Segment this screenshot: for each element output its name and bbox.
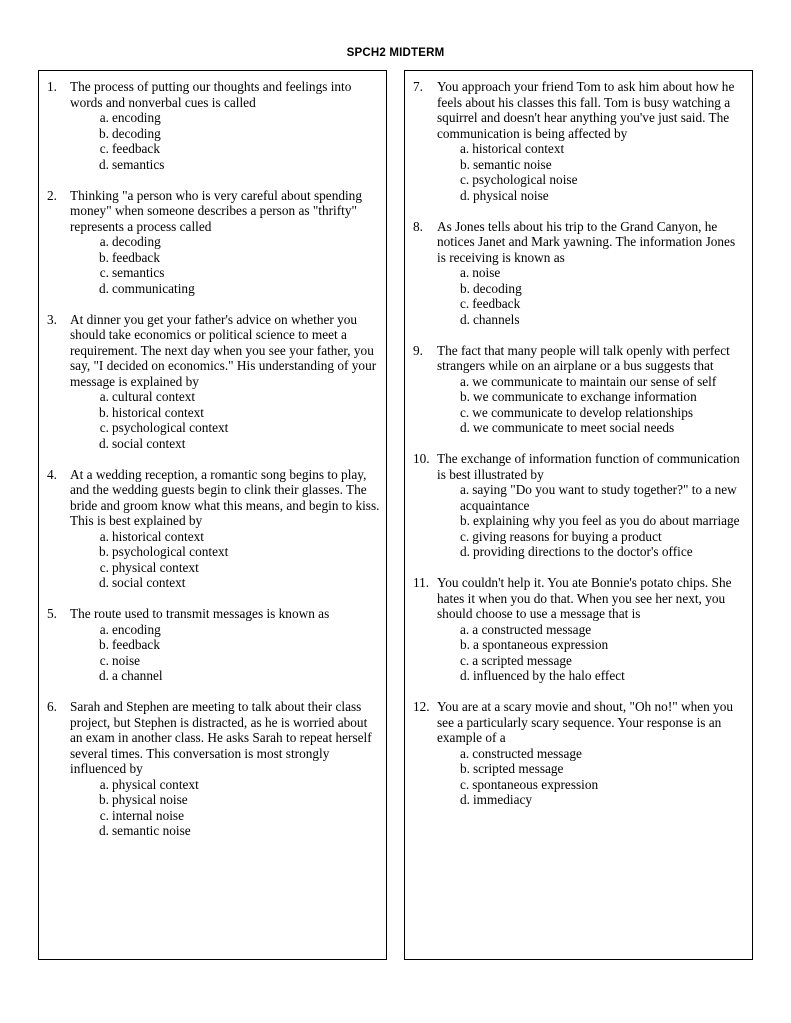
option-text: spontaneous expression <box>472 776 599 792</box>
question-number: 7. <box>413 79 423 94</box>
question-number: 1. <box>47 79 57 94</box>
answer-option <box>93 157 386 173</box>
answer-option <box>93 265 386 281</box>
answer-option <box>93 622 386 638</box>
option-text: internal noise <box>112 807 185 823</box>
question-number: 5. <box>47 606 57 621</box>
option-text: social context <box>112 435 186 451</box>
option-letter: a. <box>460 373 470 389</box>
answer-option <box>460 265 746 281</box>
option-letter: a. <box>460 745 470 761</box>
right-question-list <box>405 79 752 823</box>
answer-option <box>460 544 746 560</box>
answer-option <box>460 761 746 777</box>
question-text: As Jones tells about his trip to the Grand Canyon, he notices Janet and Mark yawning. The information Jones is receiving is known as <box>437 218 736 265</box>
question <box>405 699 752 808</box>
option-text: saying "Do you want to study together?" to a new acquaintance <box>460 482 737 513</box>
option-letter: d. <box>99 435 109 451</box>
option-letter: a. <box>99 234 109 249</box>
question-text: Thinking "a person who is very careful about spending money" when someone describes a person as "thrifty" represents a process called <box>70 187 362 234</box>
option-text: semantic noise <box>112 823 191 838</box>
option-letter: c. <box>99 652 109 668</box>
option-letter: a. <box>99 621 109 637</box>
option-letter: d. <box>99 823 109 838</box>
answer-option <box>460 668 746 684</box>
question-number: 11. <box>413 575 430 590</box>
option-letter: d. <box>99 156 109 172</box>
question-number: 2. <box>47 187 57 203</box>
option-letter: c. <box>99 559 109 575</box>
option-text: scripted message <box>472 761 564 776</box>
question <box>39 467 386 591</box>
option-text: a scripted message <box>472 652 572 668</box>
option-text: semantic noise <box>472 156 552 172</box>
option-letter: a. <box>460 482 470 497</box>
option-text: noise <box>472 265 501 280</box>
option-letter: d. <box>460 311 470 327</box>
answer-option <box>93 653 386 669</box>
question <box>39 606 386 684</box>
option-text: giving reasons for buying a product <box>472 528 662 544</box>
option-text: historical context <box>472 141 565 156</box>
option-letter: c. <box>99 420 109 435</box>
answer-option <box>93 436 386 452</box>
option-letter: a. <box>460 265 470 280</box>
option-text: feedback <box>112 637 160 652</box>
question <box>39 312 386 452</box>
question-text: You are at a scary movie and shout, "Oh no!" when you see a particularly scary sequence. Your response is an example of a <box>437 699 734 745</box>
option-text: historical context <box>112 404 204 420</box>
answer-option <box>93 420 386 436</box>
option-letter: d. <box>99 575 109 590</box>
option-text: decoding <box>112 234 161 249</box>
option-letter: d. <box>99 280 109 296</box>
option-letter: d. <box>460 792 470 807</box>
question <box>405 79 752 203</box>
answer-option <box>93 141 386 157</box>
answer-option <box>93 544 386 560</box>
option-letter: a. <box>99 528 109 544</box>
option-text: a channel <box>112 668 163 683</box>
option-text: explaining why you feel as you do about marriage <box>472 513 740 528</box>
option-letter: d. <box>460 668 470 683</box>
option-text: historical context <box>112 528 204 544</box>
question-text: The fact that many people will talk openly with perfect strangers while on an airplane or a bus suggests that <box>437 342 730 373</box>
question-text: At a wedding reception, a romantic song begins to play, and the wedding guests begin to clink their glasses. The bride and groom know what this means, and begin to kiss. This is best explained by <box>70 466 380 528</box>
option-letter: c. <box>99 141 109 156</box>
answer-option <box>460 281 746 297</box>
question-text: The route used to transmit messages is known as <box>70 606 330 621</box>
question <box>39 699 386 839</box>
option-letter: c. <box>460 652 470 668</box>
option-text: feedback <box>472 296 521 311</box>
option-letter: b. <box>99 792 109 807</box>
answer-option <box>460 777 746 793</box>
page-title: SPCH2 MIDTERM <box>346 47 445 59</box>
option-text: channels <box>472 311 520 327</box>
option-text: physical context <box>112 559 199 575</box>
option-letter: c. <box>99 807 109 823</box>
answer-option <box>93 389 386 405</box>
option-letter: d. <box>460 544 470 559</box>
option-text: encoding <box>112 110 161 125</box>
answer-option <box>93 405 386 421</box>
answer-option <box>460 141 746 157</box>
answer-option <box>460 637 746 653</box>
option-letter: a. <box>99 776 109 792</box>
option-text: feedback <box>112 249 160 265</box>
option-letter: d. <box>460 420 470 435</box>
option-text: noise <box>112 652 141 668</box>
answer-option <box>93 234 386 250</box>
question-number: 9. <box>413 342 423 358</box>
answer-option <box>460 188 746 204</box>
option-text: psychological noise <box>472 172 578 187</box>
answer-option <box>460 622 746 638</box>
option-text: immediacy <box>472 792 533 807</box>
option-letter: c. <box>460 296 470 311</box>
answer-option <box>460 389 746 405</box>
option-text: decoding <box>472 280 522 296</box>
option-letter: a. <box>99 110 109 125</box>
option-letter: b. <box>460 280 470 296</box>
answer-option <box>460 746 746 762</box>
option-text: cultural context <box>112 389 196 404</box>
option-text: we communicate to exchange information <box>472 389 697 404</box>
option-letter: b. <box>460 761 470 776</box>
question <box>405 343 752 436</box>
question-number: 8. <box>413 218 423 234</box>
option-text: encoding <box>112 621 161 637</box>
left-question-column <box>38 70 387 960</box>
option-text: psychological context <box>112 544 229 559</box>
answer-option <box>460 792 746 808</box>
option-text: semantics <box>112 156 165 172</box>
answer-option <box>460 529 746 545</box>
answer-option <box>93 281 386 297</box>
option-letter: a. <box>460 141 470 156</box>
answer-option <box>460 312 746 328</box>
option-letter: a. <box>460 621 470 637</box>
answer-option <box>93 808 386 824</box>
question-text: The exchange of information function of communication is best illustrated by <box>437 451 740 482</box>
option-letter: b. <box>460 389 470 404</box>
option-text: a spontaneous expression <box>472 637 609 652</box>
option-letter: c. <box>99 265 109 280</box>
option-text: we communicate to develop relationships <box>472 404 694 420</box>
answer-option <box>93 777 386 793</box>
answer-option <box>460 405 746 421</box>
option-letter: c. <box>460 172 470 187</box>
option-text: psychological context <box>112 420 229 435</box>
option-letter: a. <box>99 389 109 404</box>
question <box>39 79 386 172</box>
answer-option <box>460 172 746 188</box>
option-text: physical noise <box>472 187 549 203</box>
answer-option <box>93 668 386 684</box>
option-text: influenced by the halo effect <box>472 668 625 683</box>
answer-option <box>93 637 386 653</box>
answer-option <box>93 250 386 266</box>
option-text: a constructed message <box>472 621 592 637</box>
answer-option <box>460 296 746 312</box>
option-letter: c. <box>460 404 470 420</box>
answer-option <box>93 792 386 808</box>
question-number: 4. <box>47 466 57 482</box>
answer-option <box>460 653 746 669</box>
option-letter: b. <box>460 637 470 652</box>
option-letter: b. <box>460 156 470 172</box>
answer-option <box>460 513 746 529</box>
question-text: Sarah and Stephen are meeting to talk about their class project, but Stephen is distracted, as he is worried about an exam in another class. He asks Sarah to repeat herself several times. This conversation is most strongly influenced by <box>70 699 372 776</box>
option-text: feedback <box>112 141 160 156</box>
option-text: we communicate to maintain our sense of self <box>472 373 717 389</box>
option-text: semantics <box>112 265 165 280</box>
option-text: providing directions to the doctor's office <box>472 544 693 559</box>
option-letter: b. <box>99 125 109 141</box>
option-letter: c. <box>460 776 470 792</box>
question-text: You approach your friend Tom to ask him about how he feels about his classes this fall. Tom is busy watching a squirrel and doesn't hear anything you've just said. The communication is being affected by <box>437 79 735 141</box>
answer-option <box>460 157 746 173</box>
answer-option <box>93 529 386 545</box>
answer-option <box>460 374 746 390</box>
answer-option <box>93 575 386 591</box>
option-text: we communicate to meet social needs <box>472 420 675 435</box>
question-number: 3. <box>47 311 57 327</box>
option-letter: b. <box>99 249 109 265</box>
option-text: social context <box>112 575 186 590</box>
option-text: communicating <box>112 280 195 296</box>
left-question-list <box>39 79 386 854</box>
answer-option <box>93 823 386 839</box>
question-number: 12. <box>413 699 430 714</box>
answer-option <box>460 420 746 436</box>
question-text: The process of putting our thoughts and feelings into words and nonverbal cues is called <box>70 79 352 110</box>
question <box>405 451 752 560</box>
option-letter: b. <box>460 513 470 528</box>
right-question-column <box>404 70 753 960</box>
answer-option <box>93 110 386 126</box>
option-letter: d. <box>460 187 470 203</box>
option-letter: d. <box>99 668 109 683</box>
option-text: constructed message <box>472 745 582 761</box>
option-text: physical context <box>112 776 199 792</box>
question-number: 6. <box>47 699 57 714</box>
option-letter: b. <box>99 544 109 559</box>
question <box>405 219 752 328</box>
answer-option <box>93 560 386 576</box>
answer-option <box>460 482 746 513</box>
option-letter: b. <box>99 404 109 420</box>
answer-option <box>93 126 386 142</box>
question <box>39 188 386 297</box>
option-letter: c. <box>460 528 470 544</box>
option-letter: b. <box>99 637 109 652</box>
question-text: At dinner you get your father's advice on whether you should take economics or political science to meet a requirement. The next day when you see your father, you say, "I decided on economics." His understanding of your message is explained by <box>70 311 377 389</box>
option-text: decoding <box>112 125 161 141</box>
question <box>405 575 752 684</box>
question-number: 10. <box>413 451 430 466</box>
option-text: physical noise <box>112 792 188 807</box>
question-text: You couldn't help it. You ate Bonnie's potato chips. She hates it when you do that. When you see her next, you should choose to use a message that is <box>437 575 732 621</box>
